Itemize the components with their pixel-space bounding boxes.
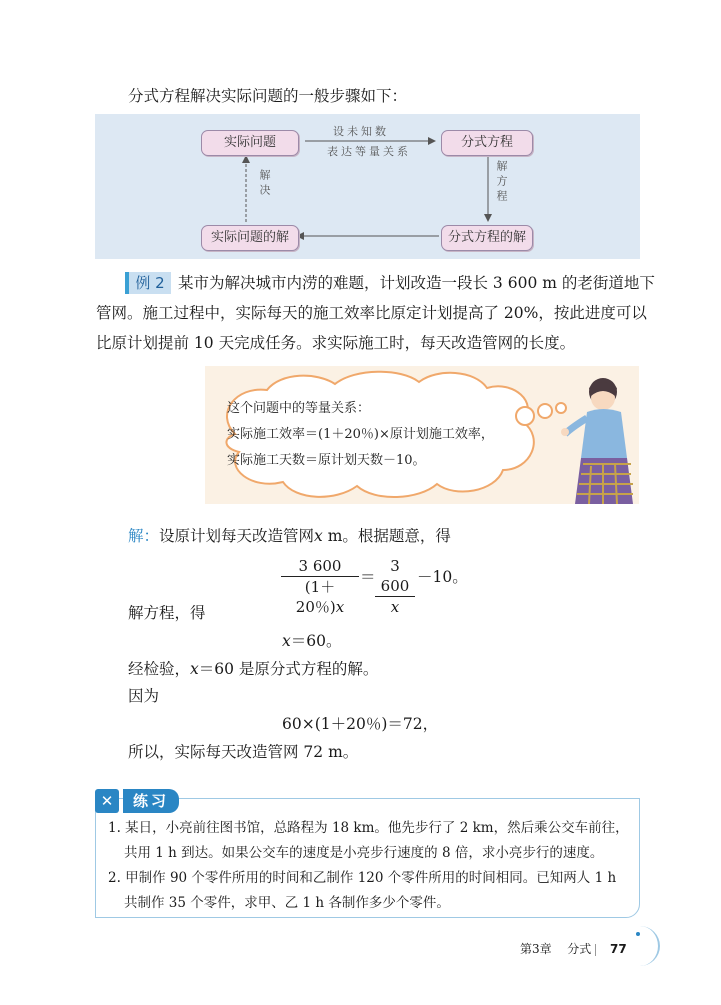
girl-illustration — [561, 378, 633, 504]
fraction-left-numerator: 3 600 — [298, 557, 342, 575]
intro-text: 分式方程解决实际问题的一般步骤如下： — [128, 87, 408, 105]
label-solve-equation: 解方程 — [495, 160, 508, 205]
setup-text-end: m。根据题意，得 — [322, 527, 451, 545]
practice-q2-line-1: 2. 甲制作 90 个零件所用的时间和乙制作 120 个零件所用的时间相同。已知两人 1 h — [108, 870, 617, 886]
tools-icon: ✕ — [95, 789, 119, 813]
cloud-line-2: 实际施工效率＝(1＋20％)×原计划施工效率， — [227, 427, 494, 442]
thought-cloud-panel — [205, 366, 639, 504]
equation-equals: ＝ — [360, 568, 376, 586]
cloud-line-3: 实际施工天数＝原计划天数－10。 — [227, 453, 426, 468]
equation-result: x＝60。 — [282, 632, 342, 650]
example-line-3: 比原计划提前 10 天完成任务。求实际施工时，每天改造管网的长度。 — [96, 334, 576, 352]
footer-section: 分式 — [567, 942, 592, 956]
node-fraction-equation: 分式方程 — [441, 130, 533, 156]
conclusion-text: 所以，实际每天改造管网 72 m。 — [128, 743, 359, 761]
cloud-line-1: 这个问题中的等量关系： — [227, 401, 371, 416]
practice-q1-line-2: 共用 1 h 到达。如果公交车的速度是小亮步行速度的 8 倍，求小亮步行的速度。 — [124, 845, 604, 861]
setup-variable: x — [314, 527, 323, 545]
check-text: 经检验，x＝60 是原分式方程的解。 — [128, 660, 379, 678]
practice-q2-line-2: 共制作 35 个零件，求甲、乙 1 h 各制作多少个零件。 — [124, 895, 450, 911]
fraction-left-denominator: (1＋20％)x — [295, 578, 345, 616]
equation-minus-ten: －10。 — [417, 568, 468, 586]
fraction-right-numerator: 3 600 — [380, 557, 410, 595]
fraction-right-denominator: x — [390, 598, 400, 616]
practice-title: 练习 — [123, 789, 179, 813]
footer-chapter: 第3章 — [520, 942, 552, 956]
example-tag: 例 2 — [125, 272, 171, 294]
label-express-relation: 表达等量关系 — [327, 145, 411, 158]
because-text: 因为 — [128, 687, 160, 705]
equation-fraction-left — [281, 556, 359, 617]
example-line-2: 管网。施工过程中，实际每天的施工效率比原定计划提高了 20%，按此进度可以 — [96, 304, 647, 322]
label-solve: 解决 — [258, 169, 271, 199]
node-real-problem: 实际问题 — [201, 130, 299, 156]
node-equation-solution: 分式方程的解 — [441, 225, 533, 251]
setup-text: 设原计划每天改造管网 — [159, 527, 315, 545]
solution-label: 解： — [128, 527, 160, 545]
solve-text: 解方程，得 — [128, 604, 206, 622]
steps-flow-diagram — [95, 114, 640, 259]
page-number: 77 — [609, 942, 627, 956]
example-line-1: 某市为解决城市内涝的难题，计划改造一段长 3 600 m 的老街道地下 — [178, 274, 655, 292]
page-corner-decoration — [630, 926, 660, 966]
solution-setup — [128, 526, 451, 546]
page-footer — [520, 940, 627, 960]
label-set-unknown: 设未知数 — [333, 125, 389, 138]
practice-header — [95, 789, 179, 813]
calc-text: 60×(1＋20％)＝72， — [282, 715, 439, 733]
page-dot-decoration — [636, 932, 640, 936]
node-real-problem-solution: 实际问题的解 — [201, 225, 299, 251]
equation-fraction-right — [375, 556, 415, 617]
practice-q1-line-1: 1. 某日，小亮前往图书馆，总路程为 18 km。他先步行了 2 km，然后乘公交车前往， — [108, 820, 629, 836]
